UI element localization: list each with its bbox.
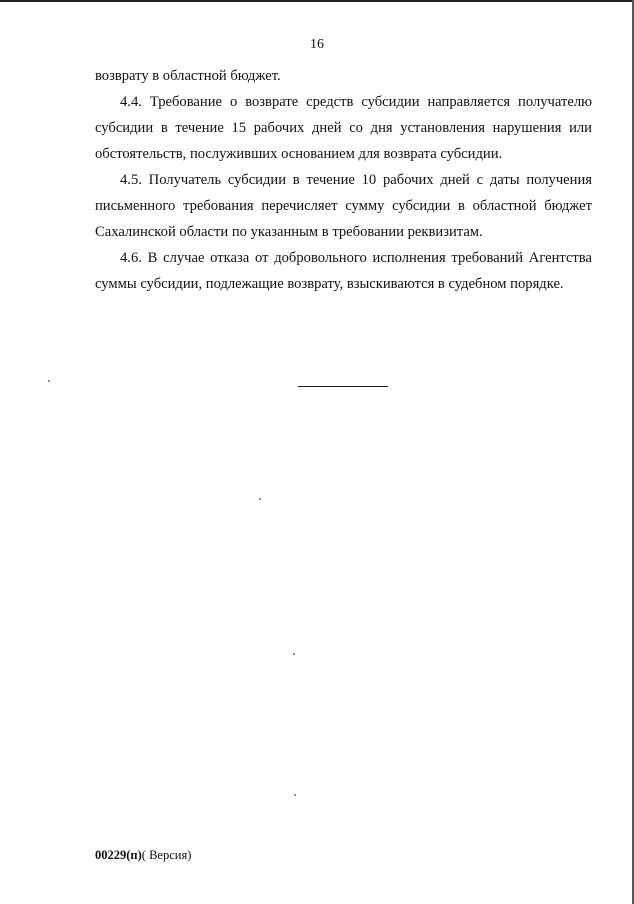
page-top-edge xyxy=(0,0,634,2)
paragraph-4-6: 4.6. В случае отказа от добровольного исполнения требований Агентства суммы субсидии, подлежащие возврату, взыскиваются в судебном порядке. xyxy=(95,250,592,292)
page-number: 16 xyxy=(310,37,324,52)
paragraph-4-4: 4.4. Требование о возврате средств субсидии направляется получателю субсидии в течение 15 рабочих дней со дня установления нарушения или обстоятельств, послуживших основанием для возврата субсидии. xyxy=(95,94,592,162)
end-of-text-separator xyxy=(298,386,388,387)
scan-speck xyxy=(259,498,261,500)
document-code: 00229(п) xyxy=(95,848,142,862)
scan-speck xyxy=(48,380,50,382)
paragraph-4-5: 4.5. Получатель субсидии в течение 10 рабочих дней с даты получения письменного требования перечисляет сумму субсидии в областной бюджет Сахалинской области по указанным в требовании реквизитам. xyxy=(95,172,592,240)
scan-speck xyxy=(293,653,295,655)
document-code-footer xyxy=(95,848,191,863)
paragraph-continuation: возврату в областной бюджет. xyxy=(95,68,281,84)
document-version: ( Версия) xyxy=(141,848,192,862)
scan-speck xyxy=(294,794,296,796)
document-body xyxy=(95,63,592,297)
